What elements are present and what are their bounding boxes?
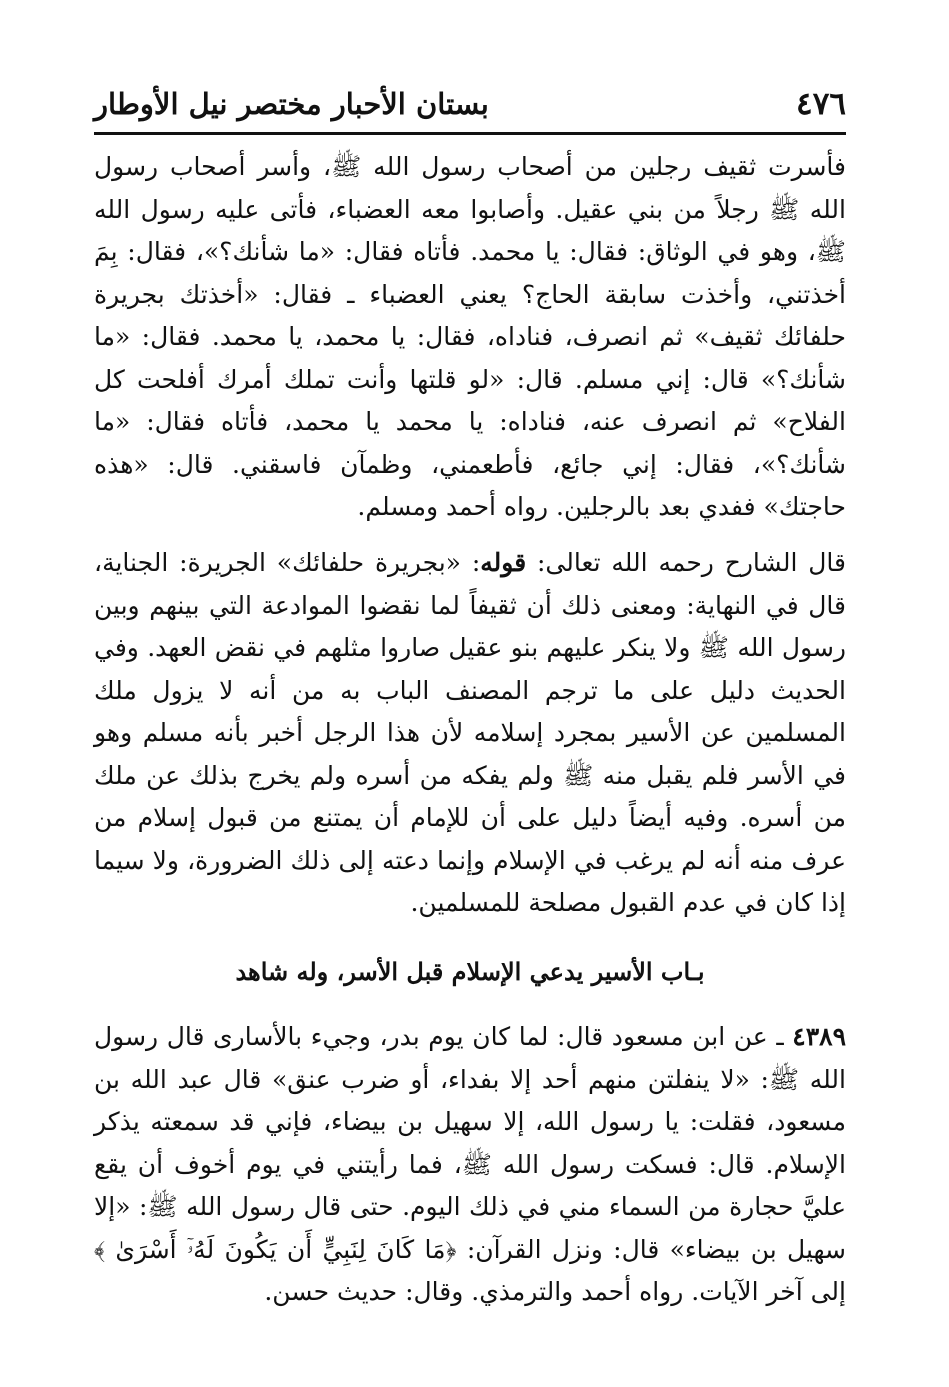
hadith-paragraph: فأسرت ثقيف رجلين من أصحاب رسول الله ﷺ، وأسر أصحاب رسول الله ﷺ رجلاً من بني عقيل. وأصابوا معه العضباء، فأتى عليه رسول الله ﷺ، وهو في الوثاق: فقال: يا محمد. فأتاه فقال: «ما شأنك؟»، فقال: بِمَ أخذتني، وأخذت سابقة الحاج؟ يعني العضباء ـ فقال: «أخذتك بجريرة حلفائك ثقيف» ثم انصرف، فناداه، فقال: يا محمد، يا محمد. فقال: «ما شأنك؟» قال: إني مسلم. قال: «لو قلتها وأنت تملك أمرك أفلحت كل الفلاح» ثم انصرف عنه، فناداه: يا محمد يا محمد، فأتاه فقال: «ما شأنك؟»، فقال: إني جائع، فأطعمني، وظمآن فاسقني. قال: «هذه حاجتك» ففدي بعد بالرجلين. رواه أحمد ومسلم.: [94, 152, 846, 521]
section-heading: بـاب الأسير يدعي الإسلام قبل الأسر، وله شاهد: [235, 957, 705, 986]
hadith-4389-text: ـ عن ابن مسعود قال: لما كان يوم بدر، وجيء بالأسارى قال رسول الله ﷺ: «لا ينفلتن منهم أحد إلا بفداء، أو ضرب عنق» قال عبد الله بن مسعود، فقلت: يا رسول الله، إلا سهيل بن بيضاء، فإني قد سمعته يذكر الإسلام. قال: فسكت رسول الله ﷺ، فما رأيتني في يوم أخوف أن يقع عليَّ حجارة من السماء مني في ذلك اليوم. حتى قال رسول الله ﷺ: «إلا سهيل بن بيضاء» قال: ونزل القرآن: ﴿مَا كَانَ لِنَبِيٍّ أَن يَكُونَ لَهُۥٓ أَسْرَىٰ ﴾ إلى آخر الآيات. رواه أحمد والترمذي. وقال: حديث حسن.: [94, 1022, 846, 1306]
hadith-number: ٤٣٨٩: [792, 1022, 846, 1051]
commentary-body: : «بجريرة حلفائك» الجريرة: الجناية، قال في النهاية: ومعنى ذلك أن ثقيفاً لما نقضوا الموادعة التي بينهم وبين رسول الله ﷺ ولا ينكر عليهم بنو عقيل صاروا مثلهم في نقض العهد. وفي الحديث دليل على ما ترجم المصنف الباب به من أنه لا يزول ملك المسلمين عن الأسير بمجرد إسلامه لأن هذا الرجل أخبر بأنه مسلم وهو في الأسر فلم يقبل منه ﷺ ولم يفكه من أسره ولم يخرج بذلك عن ملك من أسره. وفيه أيضاً دليل على أن للإمام أن يمتنع من قبول إسلام من عرف منه أنه لم يرغب في الإسلام وإنما دعته إلى ذلك الضرورة، ولا سيما إذا كان في عدم القبول مصلحة للمسلمين.: [94, 548, 846, 917]
commentary-keyword: قوله: [480, 548, 527, 577]
page-header: [94, 84, 846, 128]
running-title: بستان الأحبار مختصر نيل الأوطار: [94, 87, 489, 121]
hadith-4389-paragraph: [94, 1016, 846, 1314]
commentary-paragraph: [94, 542, 846, 925]
commentary-lead: قال الشارح رحمه الله تعالى:: [526, 548, 846, 577]
page-number: ٤٧٦: [796, 86, 846, 122]
header-rule: [94, 132, 846, 135]
